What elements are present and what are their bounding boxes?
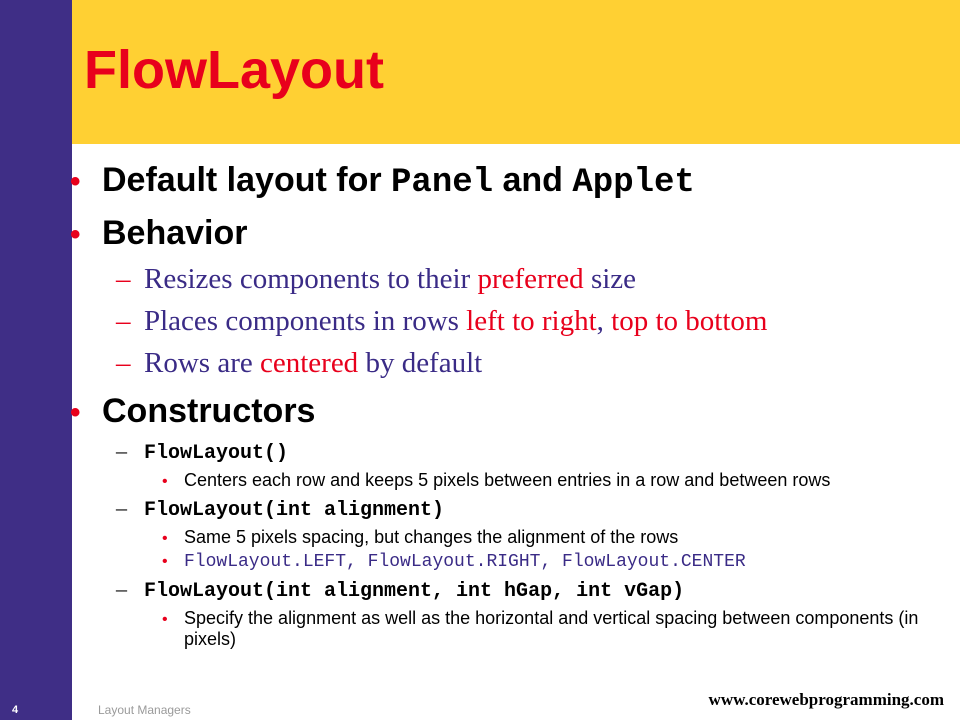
bullet-text: Constructors [102, 392, 316, 430]
ctor-code: FlowLayout(int alignment, int hGap, int vGap) [144, 580, 685, 603]
sub-bullet-dot: • [162, 611, 168, 628]
highlight-text: preferred [477, 263, 584, 295]
behavior-text-mid: , [596, 305, 612, 337]
code-applet: Applet [572, 164, 695, 202]
bullet-dot: • [70, 396, 81, 429]
ctor-item-3 [116, 575, 950, 606]
highlight-text: centered [259, 347, 359, 379]
ctor-1-desc [162, 470, 950, 492]
left-sidebar-bar [0, 0, 72, 720]
dash-marker: – [116, 438, 127, 463]
ctor-desc: Centers each row and keeps 5 pixels between entries in a row and between rows [184, 470, 831, 490]
sub-bullet-dot: • [162, 553, 168, 570]
bullet-dot: • [70, 165, 81, 198]
page-number: 4 [12, 704, 19, 716]
code-panel: Panel [391, 164, 494, 202]
behavior-text-end: by default [358, 347, 483, 379]
ctor-item-1 [116, 437, 950, 468]
ctor-item-2 [116, 494, 950, 525]
behavior-item-3 [116, 343, 950, 383]
ctor-code: FlowLayout(int alignment) [144, 499, 445, 522]
dash-marker: – [116, 263, 131, 295]
dash-marker: – [116, 305, 131, 337]
ctor-desc: Same 5 pixels spacing, but changes the alignment of the rows [184, 527, 679, 547]
bullet-behavior [70, 211, 950, 257]
sub-bullet-dot: • [162, 473, 168, 490]
bullet-text: Behavior [102, 214, 248, 252]
behavior-text: Rows are [144, 347, 260, 379]
ctor-constants: FlowLayout.LEFT, FlowLayout.RIGHT, FlowLayout.CENTER [184, 552, 746, 572]
behavior-text-end: size [583, 263, 637, 295]
ctor-2-desc [162, 527, 950, 549]
footer-label: Layout Managers [98, 703, 191, 717]
bullet-text-mid: and [493, 161, 573, 199]
dash-marker: – [116, 576, 127, 601]
ctor-3-desc [162, 608, 950, 650]
bullet-constructors [70, 389, 950, 435]
ctor-desc: Specify the alignment as well as the horizontal and vertical spacing between components (in pixels) [184, 608, 919, 649]
footer-url: www.corewebprogramming.com [708, 690, 944, 709]
dash-marker: – [116, 347, 131, 379]
ctor-code: FlowLayout() [144, 442, 289, 465]
bullet-dot: • [70, 218, 81, 251]
bullet-default-layout [70, 158, 950, 205]
ctor-2-desc2 [162, 551, 950, 573]
slide-title: FlowLayout [84, 40, 384, 100]
highlight-text: left to right [466, 305, 597, 337]
highlight-text-2: top to bottom [611, 305, 768, 337]
bullet-text: Default layout for [102, 161, 392, 199]
dash-marker: – [116, 495, 127, 520]
sub-bullet-dot: • [162, 530, 168, 547]
behavior-text: Resizes components to their [144, 263, 478, 295]
slide-content [70, 152, 950, 650]
behavior-item-2 [116, 301, 950, 341]
behavior-text: Places components in rows [144, 305, 467, 337]
behavior-item-1 [116, 259, 950, 299]
